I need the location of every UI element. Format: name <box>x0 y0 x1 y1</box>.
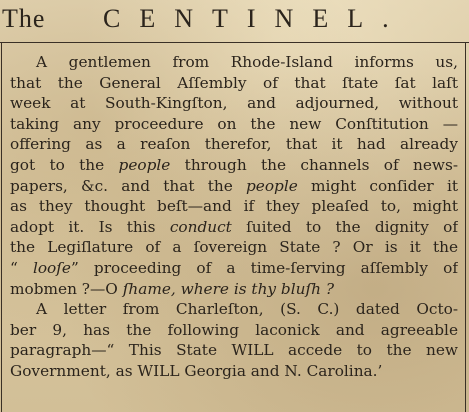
masthead <box>0 0 469 40</box>
article-line <box>10 299 458 320</box>
article-line <box>10 176 458 197</box>
text-run: paragraph—“ This State WILL accede to the new <box>10 341 458 360</box>
text-run: offering as a reaſon therefor, that it had already <box>10 135 458 154</box>
italic-text: looſe <box>32 258 71 277</box>
masthead-rule <box>0 42 469 43</box>
text-run: ber 9, has the following laconick and agreeable <box>10 320 458 339</box>
text-run: the Legiſlature of a ſovereign State ? Or is it the <box>10 238 458 257</box>
text-run: through the channels of news- <box>170 155 458 174</box>
column-rule-right <box>465 42 466 412</box>
text-run: Government, as WILL Georgia and N. Carolina.’ <box>10 361 383 380</box>
text-run: got to the <box>10 155 119 174</box>
text-run: adopt it. Is this <box>10 217 170 236</box>
text-run: that the General Aſſembly of that ſtate ſat laſt <box>10 73 458 92</box>
article-line <box>10 279 458 300</box>
article-line <box>10 361 458 382</box>
text-run: A gentlemen from Rhode-Island informs us, <box>36 53 458 71</box>
article-line <box>10 155 458 176</box>
masthead-title: CENTINEL. <box>103 4 408 33</box>
italic-text: people <box>118 155 171 174</box>
text-run: A letter from Charleſton, (S. C.) dated Octo- <box>36 300 458 319</box>
article-line <box>10 217 458 238</box>
italic-text: people <box>245 176 298 195</box>
article-line <box>10 237 458 258</box>
column-rule-left <box>1 42 2 412</box>
text-run: mobmen ?—O <box>10 279 123 298</box>
article-line <box>10 73 458 94</box>
article-line <box>10 52 458 73</box>
text-run: taking any proceedure on the new Conſtitution — <box>10 114 458 133</box>
masthead-the: The <box>2 4 46 33</box>
article-line <box>10 134 458 155</box>
text-run: papers, &c. and that the <box>10 176 246 195</box>
italic-text: conduct <box>169 217 232 236</box>
text-run: week at South-Kingſton, and adjourned, without <box>10 94 458 113</box>
text-run: “ <box>10 258 33 277</box>
text-run: ” proceeding of a time-ſerving aſſembly of <box>70 258 458 277</box>
article-line <box>10 340 458 361</box>
text-run: might conſider it <box>297 176 458 195</box>
text-run: ſuited to the dignity of <box>231 217 458 236</box>
article-line <box>10 114 458 135</box>
article-body <box>10 52 458 382</box>
article-line <box>10 93 458 114</box>
article-line <box>10 196 458 217</box>
italic-text: ſhame, where is thy bluſh ? <box>122 279 335 298</box>
text-run: as they thought beſt—and if they pleaſed to, might <box>10 197 458 216</box>
article-line <box>10 258 458 279</box>
article-line <box>10 320 458 341</box>
